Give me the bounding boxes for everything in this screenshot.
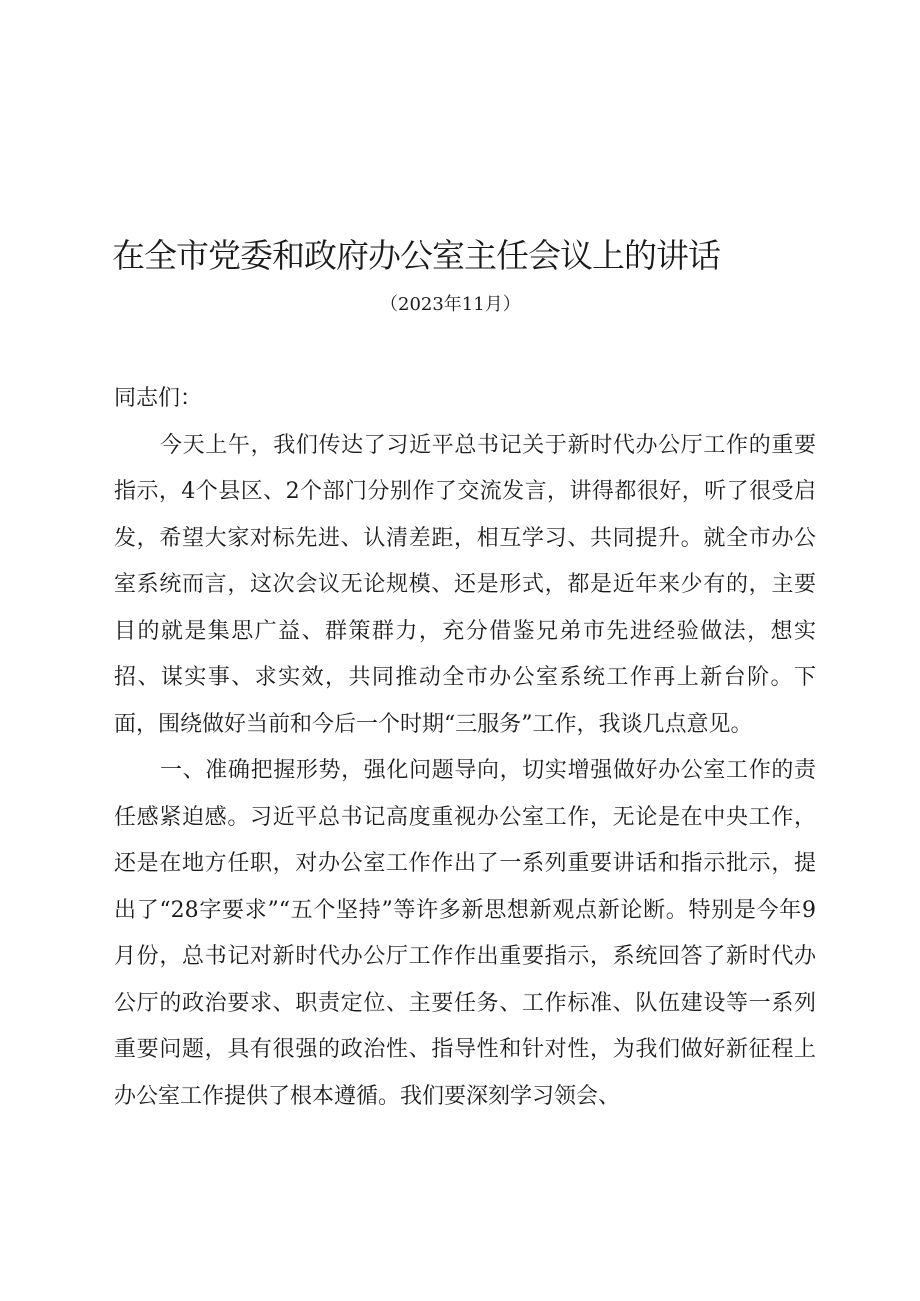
paragraph-section-one: 一、准确把握形势，强化问题导向，切实增强做好办公室工作的责任感紧迫感。习近平总书记高度重视办公室工作，无论是在中央工作，还是在地方任职，对办公室工作作出了一系列重要讲话和指示批示，提出了“28字要求”“五个坚持”等许多新思想新观点新论断。特别是今年9月份，总书记对新时代办公厅工作作出重要指示，系统回答了新时代办公厅的政治要求、职责定位、主要任务、工作标准、队伍建设等一系列重要问题，具有很强的政治性、指导性和针对性，为我们做好新征程上办公室工作提供了根本遵循。我们要深刻学习领会、: [114, 758, 816, 1109]
salutation: 同志们：: [114, 386, 203, 411]
document-date: （2023年11月）: [380, 294, 521, 315]
document-title: 在全市党委和政府办公室主任会议上的讲话: [112, 236, 720, 275]
paragraph-intro: 今天上午，我们传达了习近平总书记关于新时代办公厅工作的重要指示，4个县区、2个部门分别作了交流发言，讲得都很好，听了很受启发，希望大家对标先进、认清差距，相互学习、共同提升。就全市办公室系统而言，这次会议无论规模、还是形式，都是近年来少有的，主要目的就是集思广益、群策群力，充分借鉴兄弟市先进经验做法，想实招、谋实事、求实效，共同推动全市办公室系统工作再上新台阶。下面，围绕做好当前和今后一个时期“三服务”工作，我谈几点意见。: [114, 432, 816, 737]
document-body: [114, 376, 816, 1120]
